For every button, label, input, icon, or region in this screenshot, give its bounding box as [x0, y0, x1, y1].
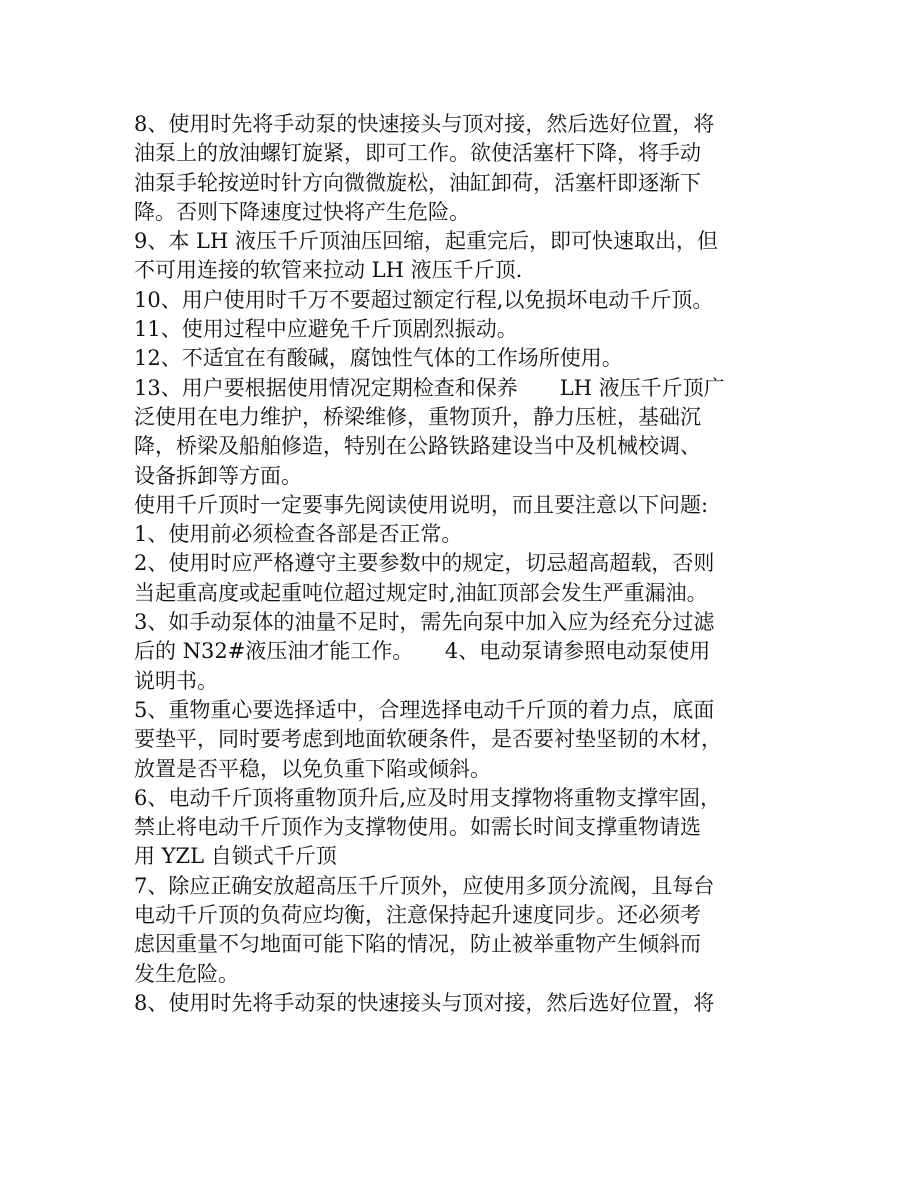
text-line: 1、使用前必须检查各部是否正常。 [134, 522, 463, 547]
text-line: 9、本 LH 液压千斤顶油压回缩，起重完后，即可快速取出，但 [134, 229, 718, 254]
text-line: 禁止将电动千斤顶作为支撑物使用。如需长时间支撑重物请选 [134, 815, 701, 840]
document-body [134, 110, 794, 1018]
text-line: 虑因重量不匀地面可能下陷的情况，防止被举重物产生倾斜而 [134, 932, 701, 957]
text-line: 油泵上的放油螺钉旋紧，即可工作。欲使活塞杆下降，将手动 [134, 141, 701, 166]
text-line: 后的 N32#液压油才能工作。 4、电动泵请参照电动泵使用 [134, 639, 711, 664]
text-line: 发生危险。 [134, 961, 239, 986]
text-line: 11、使用过程中应避免千斤顶剧烈振动。 [134, 317, 518, 342]
text-line: 8、使用时先将手动泵的快速接头与顶对接，然后选好位置，将 [134, 112, 715, 136]
text-line: 用 YZL 自锁式千斤顶 [134, 844, 337, 869]
text-line: 5、重物重心要选择适中，合理选择电动千斤顶的着力点，底面 [134, 697, 715, 722]
text-line: 13、用户要根据使用情况定期检查和保养 LH 液压千斤顶广 [134, 375, 725, 400]
text-line: 电动千斤顶的负荷应均衡，注意保持起升速度同步。还必须考 [134, 903, 701, 928]
text-line: 降。否则下降速度过快将产生危险。 [134, 199, 470, 224]
text-line: 要垫平，同时要考虑到地面软硬条件，是否要衬垫坚韧的木材， [134, 727, 722, 752]
text-line: 降，桥梁及船舶修造，特别在公路铁路建设当中及机械校调、 [134, 434, 701, 459]
text-line: 设备拆卸等方面。 [134, 463, 302, 488]
text-line: 使用千斤顶时一定要事先阅读使用说明，而且要注意以下问题: [134, 492, 709, 517]
text-line: 说明书。 [134, 668, 218, 693]
text-line: 8、使用时先将手动泵的快速接头与顶对接，然后选好位置，将 [134, 990, 715, 1015]
text-line: 泛使用在电力维护，桥梁维修，重物顶升，静力压桩，基础沉 [134, 404, 701, 429]
text-line: 油泵手轮按逆时针方向微微旋松，油缸卸荷，活塞杆即逐渐下 [134, 170, 701, 195]
text-line: 3、如手动泵体的油量不足时，需先向泵中加入应为经充分过滤 [134, 610, 715, 635]
text-line: 2、使用时应严格遵守主要参数中的规定，切忌超高超载，否则 [134, 551, 715, 576]
text-line: 10、用户使用时千万不要超过额定行程,以免损坏电动千斤顶。 [134, 287, 714, 312]
text-line: 当起重高度或起重吨位超过规定时,油缸顶部会发生严重漏油。 [134, 580, 708, 605]
text-line: 放置是否平稳，以免负重下陷或倾斜。 [134, 756, 491, 781]
text-line: 6、电动千斤顶将重物顶升后,应及时用支撑物将重物支撑牢固， [134, 785, 722, 810]
text-line: 不可用连接的软管来拉动 LH 液压千斤顶. [134, 258, 523, 283]
text-line: 7、除应正确安放超高压千斤顶外，应使用多顶分流阀，且每台 [134, 873, 715, 898]
text-line: 12、不适宜在有酸碱，腐蚀性气体的工作场所使用。 [134, 346, 623, 371]
